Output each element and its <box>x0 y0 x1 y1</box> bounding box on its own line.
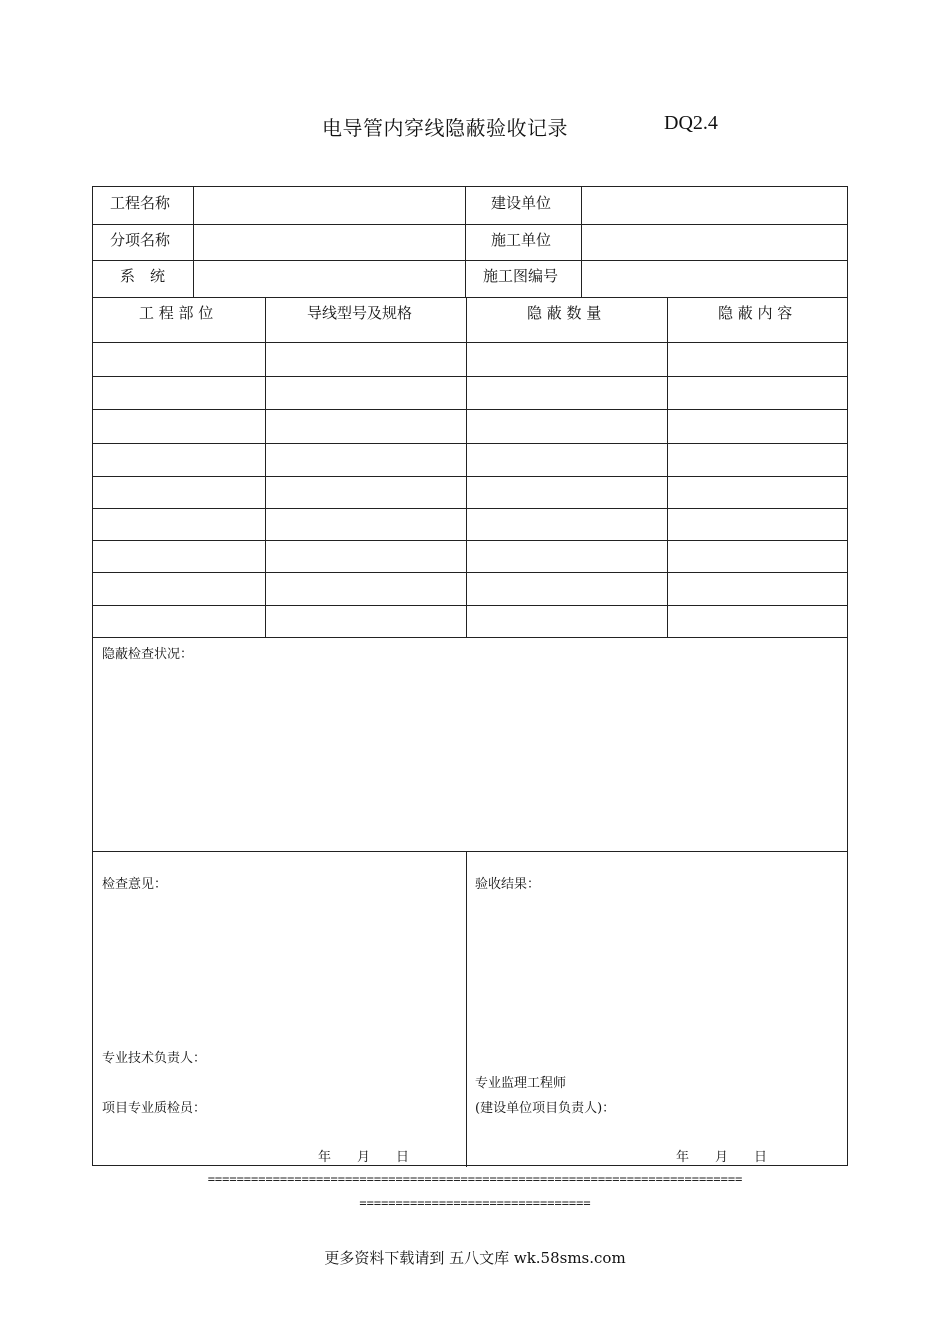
footer-text: 更多资料下载请到 五八文库 wk.58sms.com <box>324 1249 626 1267</box>
system-label: 系 统 <box>120 267 166 285</box>
col-line <box>193 187 194 297</box>
record-form <box>92 186 848 1166</box>
row-line <box>93 605 847 606</box>
column-header-content: 隐 蔽 内 容 <box>718 304 793 322</box>
page-title: 电导管内穿线隐蔽验收记录 <box>322 116 568 140</box>
column-header-wire-spec: 导线型号及规格 <box>307 304 413 322</box>
owner-rep-label: (建设单位项目负责人)： <box>475 1101 616 1116</box>
row-line <box>93 476 847 477</box>
row-line <box>93 260 847 261</box>
tech-lead-label: 专业技术负责人： <box>102 1051 207 1066</box>
row-line <box>93 572 847 573</box>
row-line <box>93 297 847 298</box>
date-right: 年 月 日 <box>676 1150 768 1165</box>
col-line <box>581 187 582 297</box>
column-header-quantity: 隐 蔽 数 量 <box>527 304 602 322</box>
inspection-opinion-label: 检查意见： <box>102 877 168 892</box>
drawing-number-label: 施工图编号 <box>483 267 559 285</box>
col-line <box>465 187 466 297</box>
col-line <box>667 297 668 637</box>
separator-line-2: ================================ <box>359 1196 591 1210</box>
owner-unit-label: 建设单位 <box>491 194 552 212</box>
form-code: DQ2.4 <box>664 112 718 134</box>
row-line <box>93 376 847 377</box>
item-name-label: 分项名称 <box>110 231 171 249</box>
inspection-status-label: 隐蔽检查状况： <box>102 647 194 662</box>
col-line <box>466 297 467 637</box>
col-line <box>466 851 467 1167</box>
row-line <box>93 637 847 638</box>
qc-inspector-label: 项目专业质检员： <box>102 1101 207 1116</box>
row-line <box>93 409 847 410</box>
supervisor-label: 专业监理工程师 <box>475 1076 567 1091</box>
acceptance-result-label: 验收结果： <box>475 877 541 892</box>
row-line <box>93 443 847 444</box>
row-line <box>93 540 847 541</box>
date-left: 年 月 日 <box>318 1150 410 1165</box>
construction-unit-label: 施工单位 <box>491 231 552 249</box>
row-line <box>93 342 847 343</box>
project-name-label: 工程名称 <box>110 194 171 212</box>
row-line <box>93 224 847 225</box>
col-line <box>265 297 266 637</box>
separator-line-1: ========================================================================== <box>207 1172 743 1186</box>
row-line <box>93 851 847 852</box>
column-header-location: 工 程 部 位 <box>139 304 214 322</box>
row-line <box>93 508 847 509</box>
